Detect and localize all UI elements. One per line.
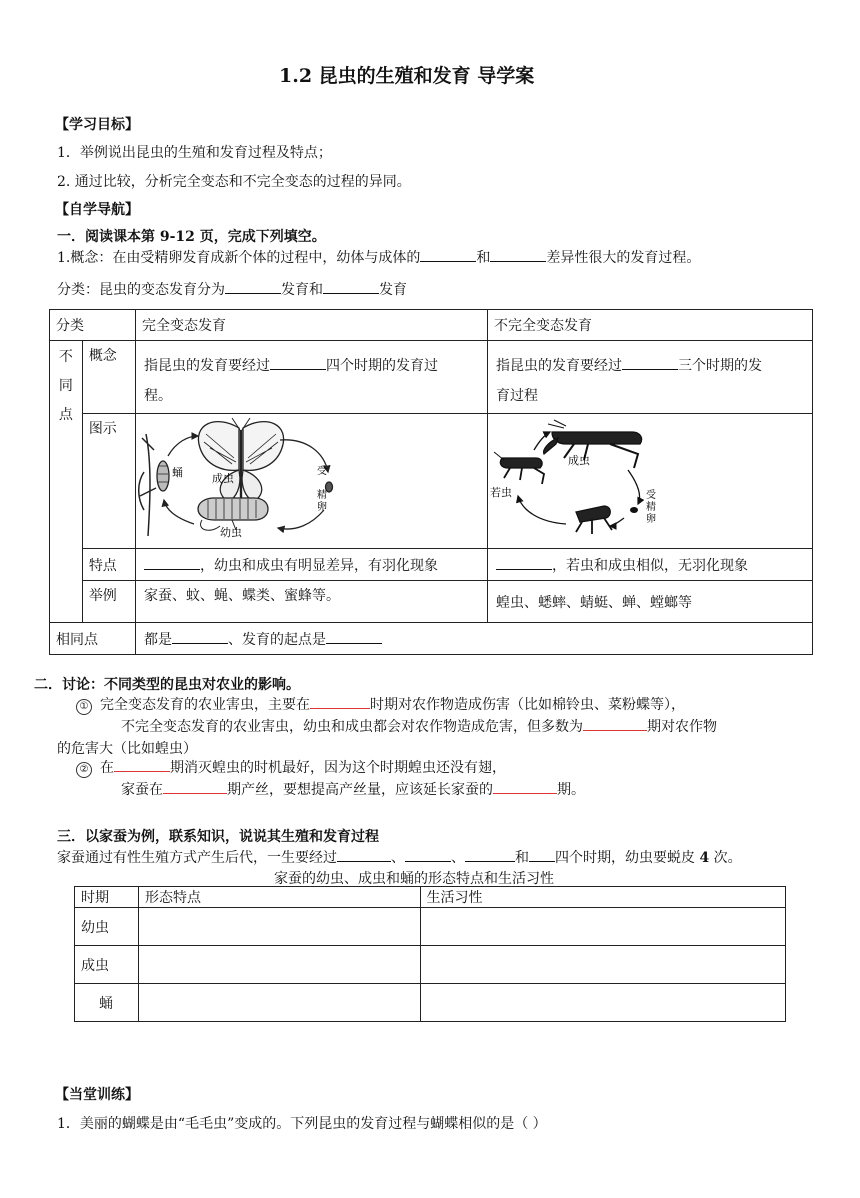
complete-metamorphosis-diagram: [136, 414, 487, 544]
goal-item: 2. 通过比较，分析完全变态和不完全变态的过程的异同。: [57, 174, 411, 190]
silkworm-table: [74, 886, 786, 1022]
table2-caption: 家蚕的幼虫、成虫和蛹的形态特点和生活习性: [274, 871, 554, 887]
row-figure: 图示: [82, 414, 135, 549]
blank[interactable]: [405, 847, 451, 862]
row-adult: 成虫: [75, 946, 139, 984]
row-same: 相同点: [50, 623, 136, 655]
discussion-line-5: 家蚕在 期产丝，要想提高产丝量，应该延长家蚕的 期。: [121, 779, 585, 799]
blank[interactable]: [225, 279, 281, 294]
blank[interactable]: [144, 555, 200, 570]
question-1: 1．美丽的蝴蝶是由“毛毛虫”变成的。下列昆虫的发育过程与蝴蝶相似的是（ ）: [57, 1116, 547, 1132]
blank[interactable]: [323, 279, 379, 294]
label-egg-3: 卵: [316, 502, 327, 513]
blank[interactable]: [310, 694, 370, 709]
cell-blank[interactable]: [138, 908, 420, 946]
grasshopper-nymph-icon: [494, 452, 544, 484]
label-pupa: 蛹: [171, 466, 183, 479]
header-incomplete: 不完全变态发育: [487, 310, 812, 341]
page-title: 1.2 昆虫的生殖和发育 导学案: [279, 65, 535, 87]
row-example: 举例: [82, 581, 135, 623]
header-habits: 生活习性: [420, 887, 785, 908]
part3-heading: 三．以家蚕为例，联系知识，说说其生殖和发育过程: [57, 829, 379, 845]
blank[interactable]: [490, 247, 546, 262]
figure-incomplete: [487, 414, 812, 549]
header-complete: 完全变态发育: [135, 310, 487, 341]
section-goals-heading: 【学习目标】: [55, 117, 139, 133]
egg-icon: [630, 507, 638, 513]
row-feature: 特点: [82, 549, 135, 581]
feature-complete: ，幼虫和成虫有明显差异，有羽化现象: [135, 549, 487, 581]
cell-blank[interactable]: [420, 984, 785, 1022]
section-nav-heading: 【自学导航】: [55, 202, 139, 218]
section-practice-heading: 【当堂训练】: [55, 1087, 139, 1103]
incomplete-metamorphosis-diagram: [488, 414, 812, 544]
discussion-line-1: ① 完全变态发育的农业害虫，主要在 时期对农作物造成伤害（比如棉铃虫、菜粉蝶等），: [76, 694, 685, 715]
blank[interactable]: [622, 355, 678, 370]
label-egg-1: 受: [316, 466, 327, 477]
cell-blank[interactable]: [420, 946, 785, 984]
cell-blank[interactable]: [420, 908, 785, 946]
feature-incomplete: ，若虫和成虫相似，无羽化现象: [487, 549, 812, 581]
blank[interactable]: [583, 716, 647, 731]
cell-blank[interactable]: [138, 984, 420, 1022]
concept-incomplete: 指昆虫的发育要经过 三个时期的发 育过程: [487, 341, 812, 414]
label-egg-2: 精: [645, 502, 656, 513]
row-pupa: 蛹: [75, 984, 139, 1022]
blank[interactable]: [163, 779, 227, 794]
label-egg-3: 卵: [645, 514, 656, 525]
silkworm-line: 家蚕通过有性生殖方式产生后代，一生要经过 、 、 和 四个时期，幼虫要蜕皮 4 次。: [57, 847, 742, 867]
figure-complete: [135, 414, 487, 549]
cell-blank[interactable]: [138, 946, 420, 984]
diff-label: 不 同 点: [50, 341, 83, 623]
example-incomplete: 蝗虫、蟋蟀、蜻蜓、蝉、螳螂等: [487, 581, 812, 623]
blank[interactable]: [493, 779, 557, 794]
part2-heading: 二．讨论：不同类型的昆虫对农业的影响。: [34, 677, 300, 693]
blank[interactable]: [172, 629, 228, 644]
grasshopper-small-nymph-icon: [576, 506, 612, 534]
blank[interactable]: [529, 847, 555, 862]
label-larva: 幼虫: [219, 526, 242, 539]
header-classify: 分类: [50, 310, 136, 341]
blank[interactable]: [326, 629, 382, 644]
label-adult: 成虫: [211, 472, 234, 485]
concept-line: 1.概念：在由受精卵发育成新个体的过程中，幼体与成体的 和 差异性很大的发育过程。: [57, 247, 700, 267]
label-adult: 成虫: [567, 454, 590, 467]
row-larva: 幼虫: [75, 908, 139, 946]
row-concept: 概念: [82, 341, 135, 414]
header-period: 时期: [75, 887, 139, 908]
blank[interactable]: [114, 757, 170, 772]
discussion-line-3: 的危害大（比如蝗虫）: [57, 741, 197, 757]
grasshopper-adult-icon: [544, 420, 642, 468]
example-complete: 家蚕、蚊、蝇、蝶类、蜜蜂等。: [135, 581, 487, 623]
label-egg-1: 受: [645, 490, 656, 501]
blank[interactable]: [465, 847, 515, 862]
discussion-line-2: 不完全变态发育的农业害虫，幼虫和成虫都会对农作物造成危害，但多数为 期对农作物: [121, 716, 717, 736]
concept-complete: 指昆虫的发育要经过 四个时期的发育过 程。: [135, 341, 487, 414]
blank[interactable]: [337, 847, 391, 862]
pupa-icon: [157, 461, 169, 491]
part1-heading: 一．阅读课本第 9-12 页，完成下列填空。: [57, 229, 326, 245]
goal-item: 1．举例说出昆虫的生殖和发育过程及特点；: [57, 145, 332, 161]
label-nymph: 若虫: [489, 486, 512, 499]
discussion-line-4: ② 在 期消灭蝗虫的时机最好，因为这个时期蝗虫还没有翅，: [76, 757, 506, 778]
header-morphology: 形态特点: [138, 887, 420, 908]
label-egg-2: 精: [316, 490, 327, 501]
blank[interactable]: [420, 247, 476, 262]
classify-line: 分类：昆虫的变态发育分为 发育和 发育: [57, 279, 407, 299]
blank[interactable]: [496, 555, 552, 570]
metamorphosis-table: [49, 309, 813, 655]
same-cell: 都是 、发育的起点是: [135, 623, 812, 655]
blank[interactable]: [270, 355, 326, 370]
butterfly-icon: [198, 418, 283, 500]
